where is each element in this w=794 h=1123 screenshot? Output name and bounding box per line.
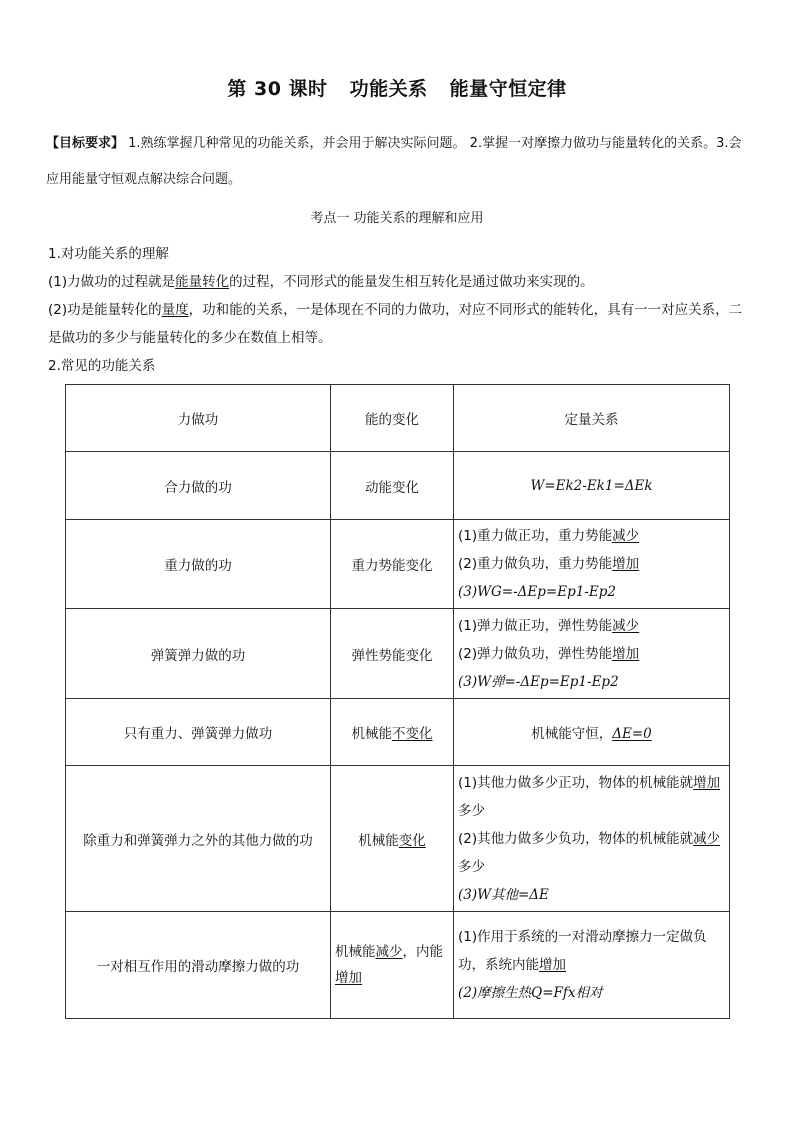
row1-change: 动能变化	[331, 452, 454, 520]
table-row	[66, 699, 730, 766]
row5-relation: (1)其他力做多少正功，物体的机械能就增加多少 (2)其他力做多少负功，物体的机械能就减少多少 (3)W其他=ΔE	[454, 766, 730, 912]
row3-force: 弹簧弹力做的功	[66, 609, 331, 699]
topic-2: 能量守恒定律	[449, 78, 567, 100]
goals-text: 1.熟练掌握几种常见的功能关系，并会用于解决实际问题。 2.掌握一对摩擦力做功与能量转化的关系。3.会应用能量守恒观点解决综合问题。	[46, 136, 742, 187]
header-relation: 定量关系	[454, 385, 730, 452]
row4-formula: 机械能守恒，ΔE=0	[454, 699, 730, 766]
p1-text-pre: (1)力做功的过程就是	[48, 274, 176, 290]
table-header-row	[66, 385, 730, 452]
page-title	[0, 74, 794, 101]
goals-paragraph	[46, 126, 746, 198]
kaodian-title: 考点一 功能关系的理解和应用	[310, 211, 484, 226]
section1-heading: 1.对功能关系的理解	[48, 246, 169, 262]
row6-relation: (1)作用于系统的一对滑动摩擦力一定做负功，系统内能增加 (2)摩擦生热Q=Ffx相对	[454, 912, 730, 1019]
row3-change: 弹性势能变化	[331, 609, 454, 699]
row6-change: 机械能减少，内能增加	[331, 912, 454, 1019]
lesson-number: 第 30 课时	[227, 78, 328, 100]
goals-tag: 【目标要求】	[46, 136, 125, 151]
p2-text-pre: (2)功是能量转化的	[48, 302, 162, 318]
table-row	[66, 912, 730, 1019]
row3-relation: (1)弹力做正功，弹性势能减少 (2)弹力做负功，弹性势能增加 (3)W弹=-ΔEp=Ep1-Ep2	[454, 609, 730, 699]
header-change: 能的变化	[331, 385, 454, 452]
table-row	[66, 609, 730, 699]
table-row	[66, 452, 730, 520]
topic-1: 功能关系	[349, 78, 428, 100]
table-row	[66, 766, 730, 912]
row6-force: 一对相互作用的滑动摩擦力做的功	[66, 912, 331, 1019]
p2-underline: 量度	[161, 302, 189, 318]
row1-formula: W=Ek2-Ek1=ΔEk	[454, 452, 730, 520]
row1-force: 合力做的功	[66, 452, 331, 520]
section2-heading: 2.常见的功能关系	[48, 358, 156, 374]
p1-text-post: 的过程，不同形式的能量发生相互转化是通过做功来实现的。	[229, 274, 594, 290]
function-energy-table	[65, 384, 730, 1019]
section1-p2	[48, 296, 748, 352]
row4-force: 只有重力、弹簧弹力做功	[66, 699, 331, 766]
p1-underline: 能量转化	[175, 274, 230, 290]
row5-change: 机械能变化	[331, 766, 454, 912]
table-row	[66, 520, 730, 609]
p2-text-post: ，功和能的关系，一是体现在不同的力做功，对应不同形式的能转化，具有一一对应关系，二是做功的多少与能量转化的多少在数值上相等。	[48, 302, 743, 346]
row2-relation: (1)重力做正功，重力势能减少 (2)重力做负功，重力势能增加 (3)WG=-ΔEp=Ep1-Ep2	[454, 520, 730, 609]
row2-force: 重力做的功	[66, 520, 331, 609]
row4-change: 机械能不变化	[331, 699, 454, 766]
row2-change: 重力势能变化	[331, 520, 454, 609]
header-force: 力做功	[66, 385, 331, 452]
row5-force: 除重力和弹簧弹力之外的其他力做的功	[66, 766, 331, 912]
section1-p1	[48, 268, 748, 296]
